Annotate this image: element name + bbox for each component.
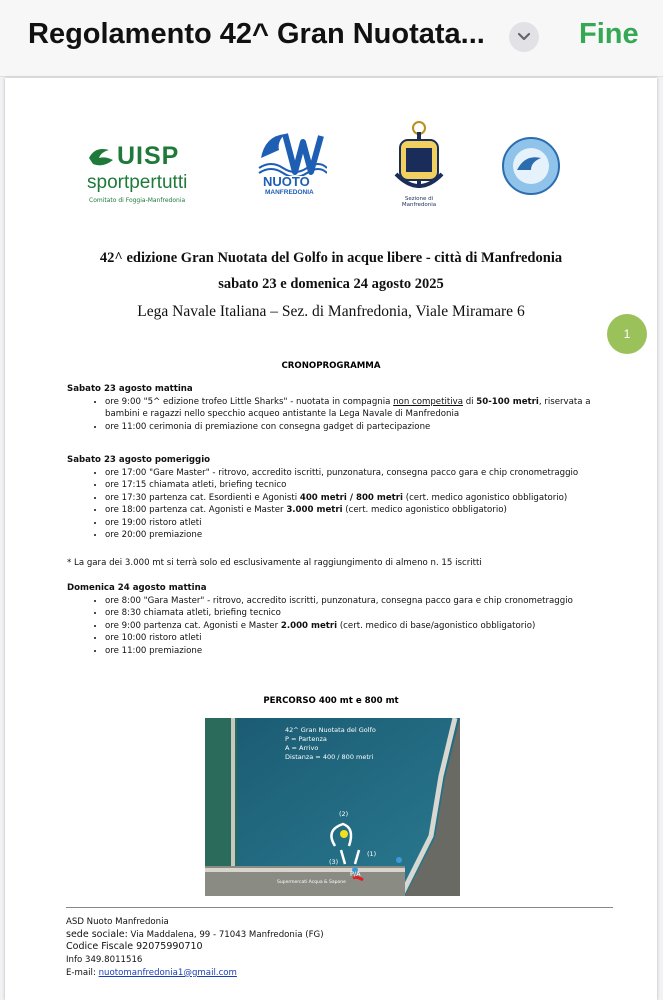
footer-cf: Codice Fiscale 92075990710 [66,941,203,953]
sat-afternoon-section [67,455,607,541]
sun-morning-title: Domenica 24 agosto mattina [67,583,207,593]
footer-org: ASD Nuoto Manfredonia [66,917,169,927]
list-item: • ore 8:30 chiamata atleti, briefing tecnico [105,607,607,619]
map-legend-a: A = Arrivo [285,744,319,752]
club-nuoto-logo [501,136,561,196]
list-item: • ore 20:00 premiazione [105,529,607,541]
list-item: • ore 17:30 partenza cat. Esordienti e Agonisti 400 metri / 800 metri (cert. medico agonistico obbligatorio) [105,492,607,504]
list-item: • ore 17:00 "Gare Master" - ritrovo, accredito iscritti, punzonatura, consegna pacco gara e chip cronometraggio [105,467,607,479]
nuoto-manfredonia-logo [255,128,327,200]
anchor-emblem-icon [388,118,450,194]
list-item: • ore 10:00 ristoro atleti [105,632,607,644]
lega-navale-logo [388,118,450,208]
footer-divider [66,907,613,908]
list-item: • ore 11:00 cerimonia di premiazione con consegna gadget di partecipazione [105,421,607,433]
sat-afternoon-title: Sabato 23 agosto pomeriggio [67,455,211,465]
map-legend-p: P = Partenza [285,735,327,743]
document-page [5,78,657,1000]
sat-morning-section [67,384,607,433]
list-item: • ore 17:15 chiamata atleti, briefing tecnico [105,479,607,491]
sat-morning-title: Sabato 23 agosto mattina [67,384,193,394]
dolphin-wave-icon [255,128,327,176]
event-dates: sabato 23 e domenica 24 agosto 2025 [218,276,444,292]
event-title: 42^ edizione Gran Nuotata del Golfo in acque libere - città di Manfredonia [99,250,563,266]
crono-title: CRONOPROGRAMMA [281,361,381,371]
footer [66,916,324,980]
uisp-tag: sportpertutti [87,172,188,193]
map-marker-2: (2) [339,810,349,818]
course-map-image [205,718,460,896]
event-location: Lega Navale Italiana – Sez. di Manfredonia, Viale Miramare 6 [137,303,525,320]
footer-info: Info 349.8011516 [66,955,143,966]
map-marker-1: (1) [367,850,377,858]
map-legend-title: 42^ Gran Nuotata del Golfo [285,726,376,734]
map-marker-3: (3) [329,858,339,866]
uisp-logo [85,140,205,210]
chevron-down-icon [517,32,531,42]
uisp-sub: Comitato di Foggia-Manfredonia [89,197,186,204]
list-item: • ore 9:00 partenza cat. Agonisti e Master 2.000 metri (cert. medico di base/agonistico obbligatorio) [105,620,607,632]
list-item: • ore 18:00 partenza cat. Agonisti e Master 3.000 metri (cert. medico agonistico obbligatorio) [105,504,607,516]
percorso-title: PERCORSO 400 mt e 800 mt [263,696,399,706]
footer-sede: sede sociale: Via Maddalena, 99 - 71043 Manfredonia (FG) [66,928,324,940]
map-marker-pa: P/A [350,870,361,878]
list-item: • ore 19:00 ristoro atleti [105,517,607,529]
list-item: • ore 9:00 "5^ edizione trofeo Little Sharks" - nuotata in compagnia non competitiva di 50-100 metri, riservata a bambini e ragazzi nello specchio acqueo antistante la Lega Navale di Manfredonia [105,396,607,421]
note-3000m: * La gara dei 3.000 mt si terrà solo ed esclusivamente al raggiungimento di almeno n. 15 iscritti [67,558,482,568]
uisp-emblem-icon [87,144,115,168]
done-button[interactable]: Fine [579,18,639,50]
document-title: Regolamento 42^ Gran Nuotata... [28,18,485,50]
sun-morning-section [67,583,607,657]
title-menu-button[interactable] [509,22,539,52]
map-legend-d: Distanza = 400 / 800 metri [285,753,374,761]
footer-email: E-mail: nuotomanfredonia1@gmail.com [66,967,237,978]
nuoto-logo-line2: MANFREDONIA [265,189,314,196]
club-badge-icon [501,136,561,196]
email-link[interactable]: nuotomanfredonia1@gmail.com [98,967,237,978]
map-place-label: Supermercati Acqua & Sapone [277,880,346,885]
course-map [205,718,460,896]
nuoto-logo-line1: NUOTO [263,174,310,189]
list-item: • ore 11:00 premiazione [105,645,607,657]
uisp-name: UISP [117,142,180,170]
lni-sub: Sezione di Manfredonia [401,196,437,208]
top-bar [0,0,663,77]
list-item: • ore 8:00 "Gara Master" - ritrovo, accredito iscritti, punzonatura, consegna pacco gara e chip cronometraggio [105,595,607,607]
page-number-badge[interactable]: 1 [607,314,647,354]
